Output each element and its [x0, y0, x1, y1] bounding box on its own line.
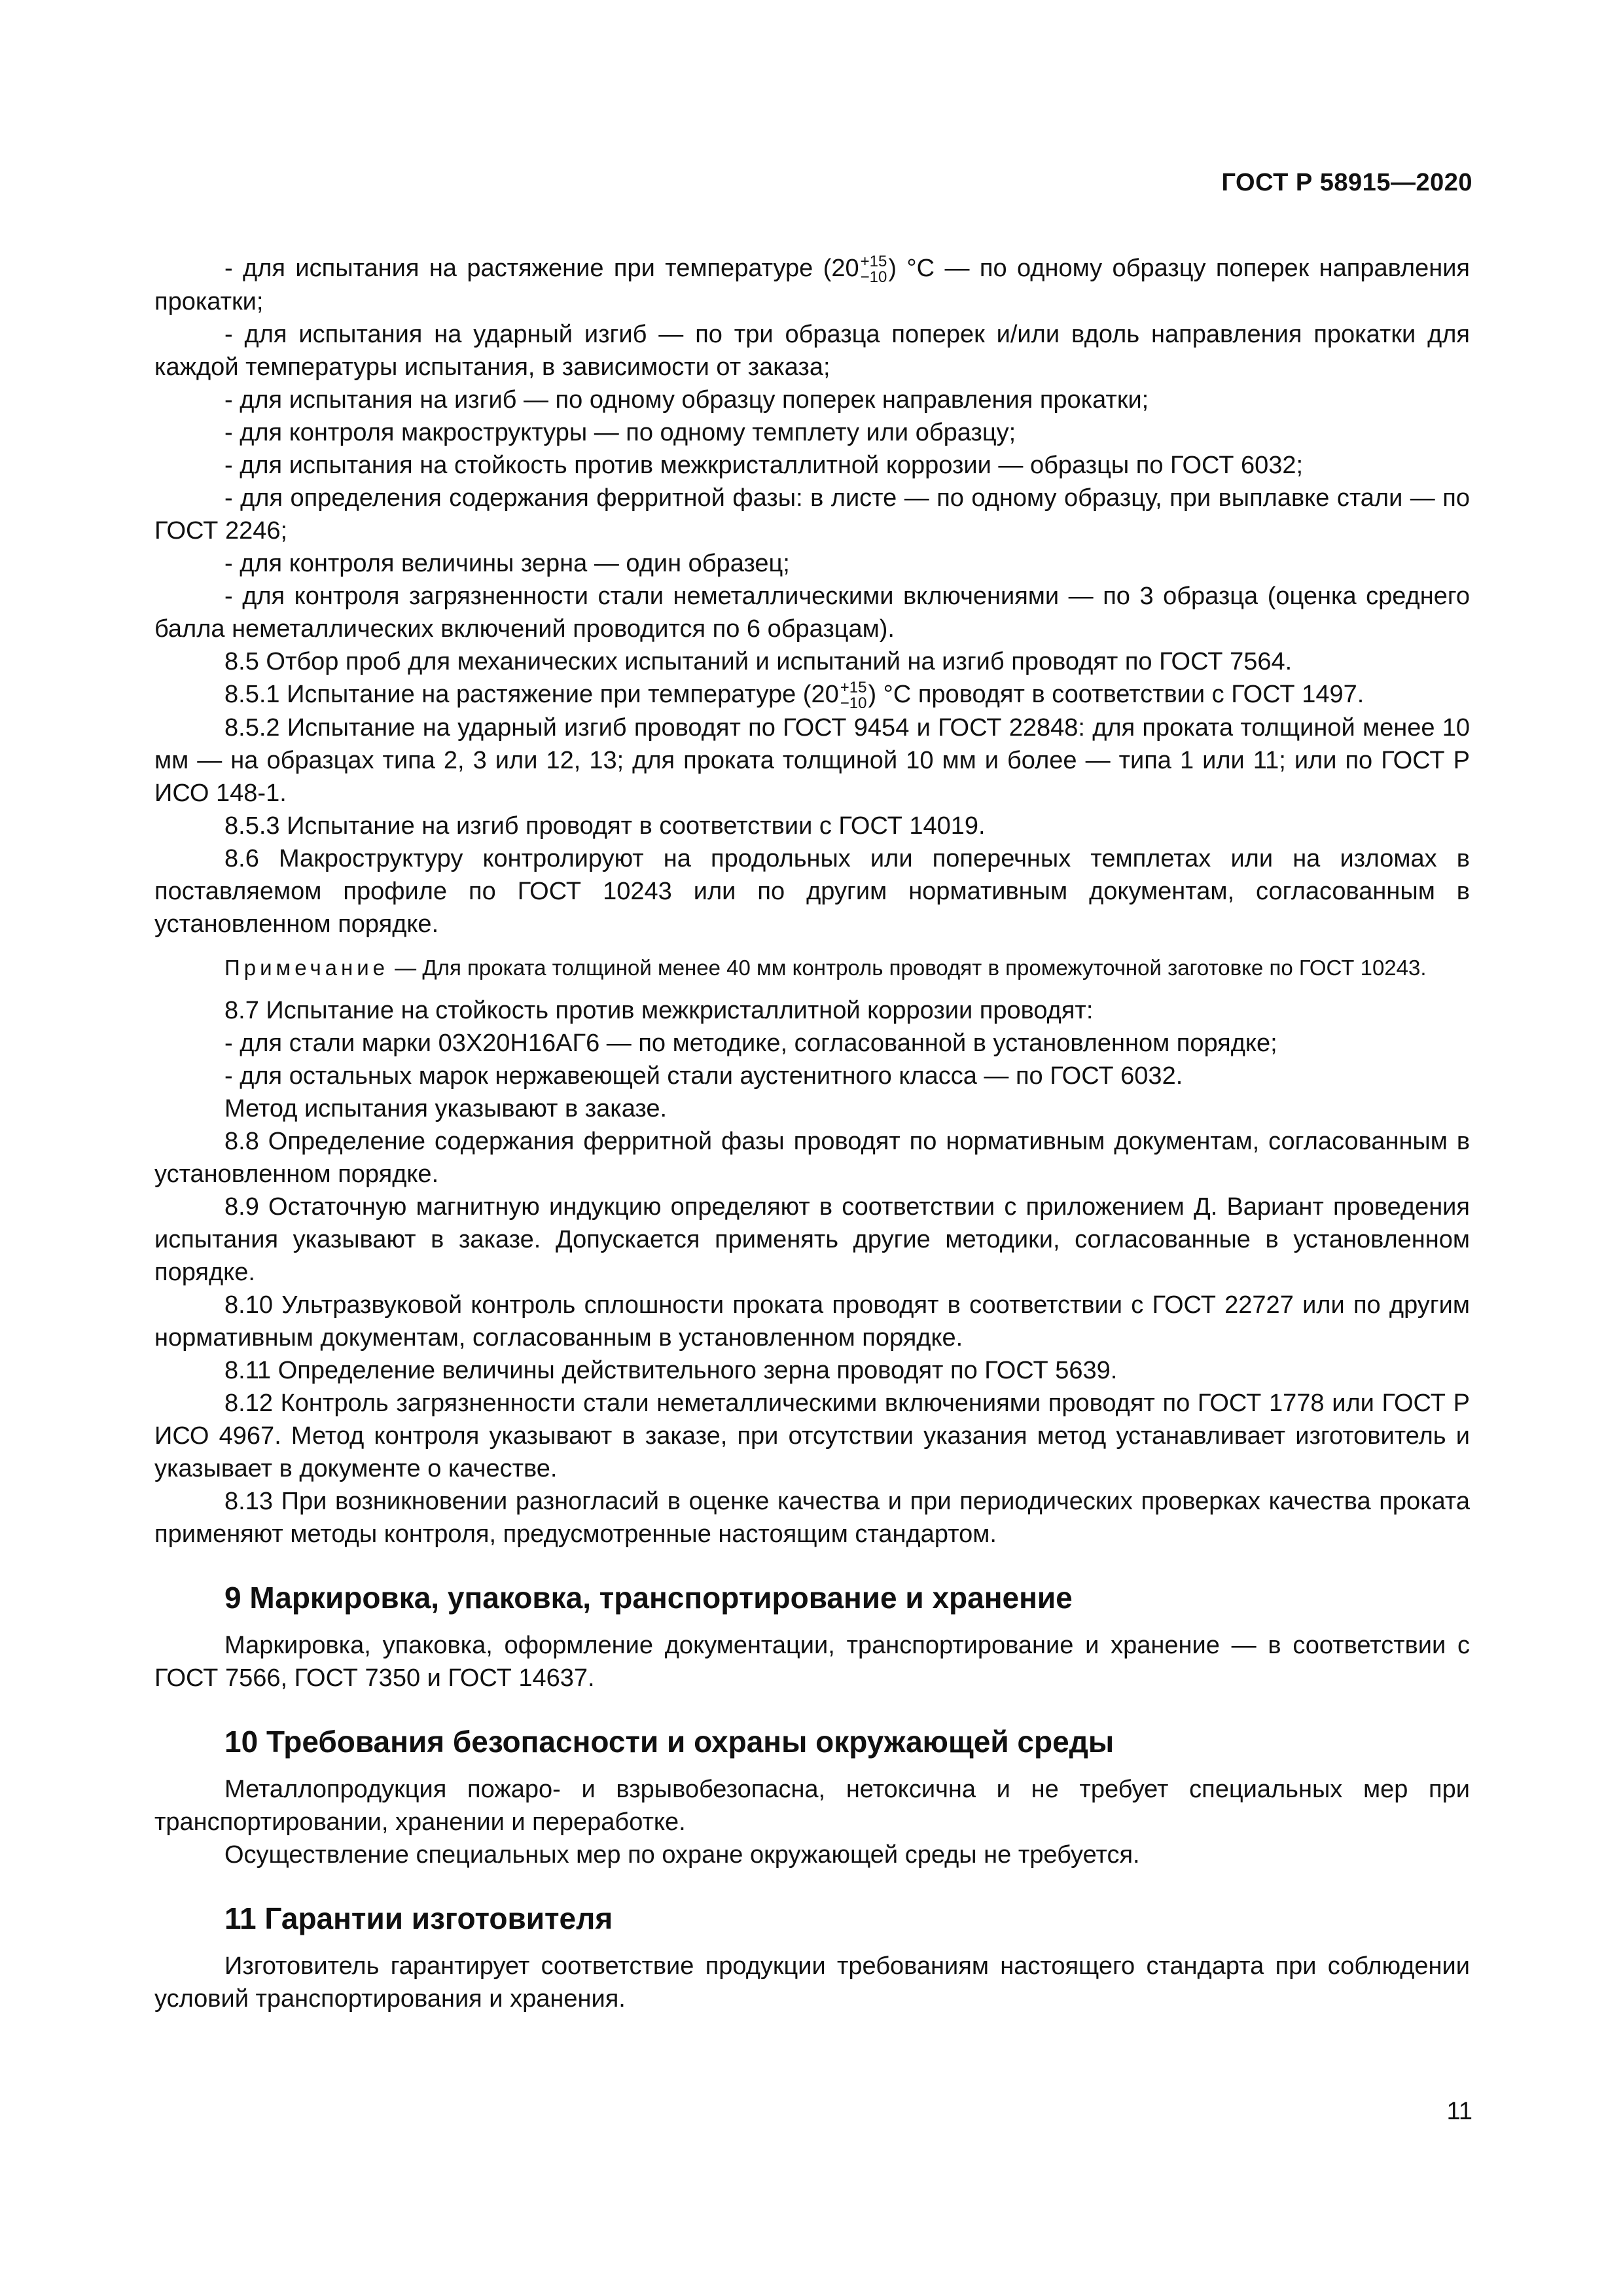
list-item-ferrite: - для определения содержания ферритной фазы: в листе — по одному образцу, при выплавке стали — по ГОСТ 2246; — [154, 484, 1470, 545]
list-item-corrosion: - для испытания на стойкость против межкристаллитной коррозии — образцы по ГОСТ 6032; — [224, 451, 1304, 479]
page-number: 11 — [1446, 2098, 1472, 2125]
clause-8-7: 8.7 Испытание на стойкость против межкристаллитной коррозии проводят: — [224, 996, 1094, 1024]
clause-8-5-2: 8.5.2 Испытание на ударный изгиб проводят по ГОСТ 9454 и ГОСТ 22848: для проката толщиной менее 10 мм — на образцах типа 2, 3 или 12, 13; для проката толщиной 10 мм и более — типа 1 или 11; или по ГОСТ Р ИСО 148-1. — [154, 713, 1470, 807]
temperature-base: 20 — [811, 680, 839, 708]
clause-8-5-3: 8.5.3 Испытание на изгиб проводят в соответствии с ГОСТ 14019. — [224, 812, 986, 840]
clause-8-13: 8.13 При возникновении разногласий в оценке качества и при периодических проверках качества проката применяют методы контроля, предусмотренные настоящим стандартом. — [154, 1487, 1470, 1548]
section-10-text-a: Металлопродукция пожаро- и взрывобезопасна, нетоксична и не требует специальных мер при транспортировании, хранении и переработке. — [154, 1775, 1470, 1836]
clause-8-5: 8.5 Отбор проб для механических испытаний и испытаний на изгиб проводят по ГОСТ 7564. — [224, 647, 1293, 675]
clause-text: 8.5.1 Испытание на растяжение при температуре ( — [224, 680, 812, 708]
document-body — [154, 252, 1470, 2015]
clause-8-7-method: Метод испытания указывают в заказе. — [224, 1094, 668, 1122]
list-item-bend: - для испытания на изгиб — по одному образцу поперек направления прокатки; — [224, 386, 1149, 414]
list-item-text: ) °С — по одному образцу поперек направления прокатки; — [154, 255, 1470, 315]
tolerance-upper: +15 — [840, 678, 867, 696]
list-item-other-grades: - для остальных марок нержавеющей стали аустенитного класса — по ГОСТ 6032. — [224, 1062, 1183, 1090]
clause-8-6: 8.6 Макроструктуру контролируют на продольных или поперечных темплетах или на изломах в поставляемом профиле по ГОСТ 10243 или по другим нормативным документам, согласованным в установленном порядке. — [154, 844, 1470, 938]
note-label: Примечание — [224, 955, 389, 980]
note — [154, 954, 1470, 982]
tolerance-upper: +15 — [860, 252, 887, 270]
tolerance-lower: −10 — [860, 268, 887, 286]
list-item-tensile — [154, 252, 1470, 318]
document-header: ГОСТ Р 58915—2020 — [1221, 169, 1472, 196]
clause-8-8: 8.8 Определение содержания ферритной фазы проводят по нормативным документам, согласованным в установленном порядке. — [154, 1127, 1470, 1188]
list-item-impact: - для испытания на ударный изгиб — по три образца поперек и/или вдоль направления прокатки для каждой температуры испытания, в зависимости от заказа; — [154, 320, 1470, 381]
section-11-heading: 11 Гарантии изготовителя — [224, 1901, 613, 1935]
clause-8-12: 8.12 Контроль загрязненности стали неметаллическими включениями проводят по ГОСТ 1778 или ГОСТ Р ИСО 4967. Метод контроля указывают в заказе, при отсутствии указания метод устанавливает изготовитель и указывает в документе о качестве. — [154, 1389, 1470, 1482]
section-11-text: Изготовитель гарантирует соответствие продукции требованиям настоящего стандарта при соблюдении условий транспортирования и хранения. — [154, 1952, 1470, 2013]
temperature-tolerance — [861, 254, 887, 285]
section-10-heading: 10 Требования безопасности и охраны окружающей среды — [224, 1724, 1115, 1759]
clause-8-11: 8.11 Определение величины действительного зерна проводят по ГОСТ 5639. — [224, 1356, 1118, 1384]
section-9-heading: 9 Маркировка, упаковка, транспортирование и хранение — [224, 1580, 1073, 1615]
section-9-text: Маркировка, упаковка, оформление документации, транспортирование и хранение — в соответствии с ГОСТ 7566, ГОСТ 7350 и ГОСТ 14637. — [154, 1631, 1470, 1692]
note-text: — Для проката толщиной менее 40 мм контроль проводят в промежуточной заготовке по ГОСТ 10243. — [389, 955, 1427, 980]
clause-8-5-1 — [154, 678, 1470, 711]
list-item-macrostructure: - для контроля макроструктуры — по одному темплету или образцу; — [224, 418, 1016, 446]
list-item-steel-grade: - для стали марки 03Х20Н16АГ6 — по методике, согласованной в установленном порядке; — [224, 1029, 1277, 1057]
list-item-grain: - для контроля величины зерна — один образец; — [224, 549, 790, 577]
temperature-tolerance — [840, 680, 867, 711]
section-10-text-b: Осуществление специальных мер по охране окружающей среды не требуется. — [224, 1840, 1140, 1869]
list-item-inclusions: - для контроля загрязненности стали неметаллическими включениями — по 3 образца (оценка среднего балла неметаллических включений проводится по 6 образцам). — [154, 582, 1470, 643]
clause-text: ) °С проводят в соответствии с ГОСТ 1497. — [868, 680, 1364, 708]
clause-8-10: 8.10 Ультразвуковой контроль сплошности проката проводят в соответствии с ГОСТ 22727 или по другим нормативным документам, согласованным в установленном порядке. — [154, 1291, 1470, 1352]
list-item-text: - для испытания на растяжение при температуре ( — [224, 255, 832, 282]
tolerance-lower: −10 — [840, 694, 867, 712]
temperature-base: 20 — [831, 255, 859, 282]
clause-8-9: 8.9 Остаточную магнитную индукцию определяют в соответствии с приложением Д. Вариант проведения испытания указывают в заказе. Допускается применять другие методики, согласованные в установленном порядке. — [154, 1193, 1470, 1286]
